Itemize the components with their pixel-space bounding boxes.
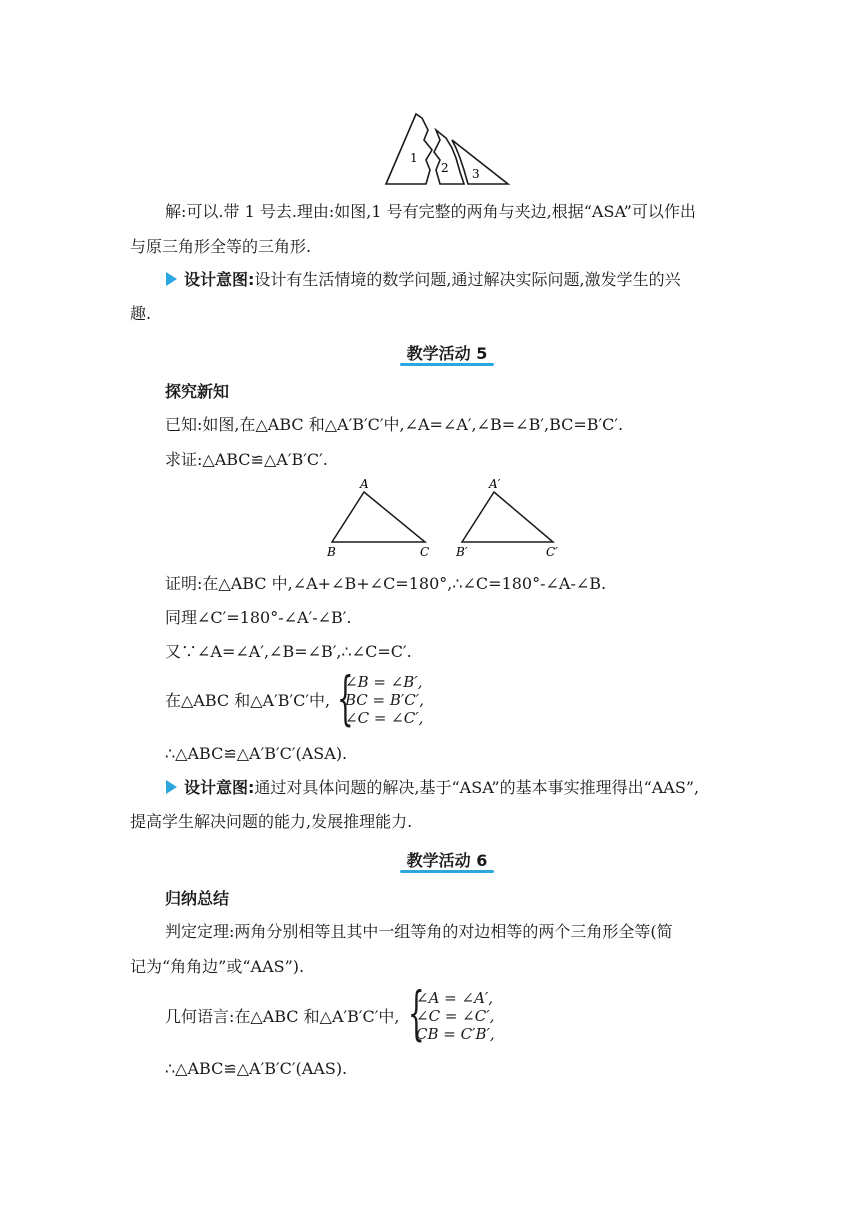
triangle-abc [332, 492, 425, 542]
vertex-label-c-prime: C′ [546, 545, 558, 559]
proof-brace: { [337, 664, 354, 732]
proof-line-3: 又∵∠A=∠A′,∠B=∠B′,∴∠C=C′. [165, 642, 412, 661]
proof-line-1: 证明:在△ABC 中,∠A+∠B+∠C=180°,∴∠C=180°-∠A-∠B. [165, 574, 607, 593]
solution-line-1: 解:可以.带 1 号去.理由:如图,1 号有完整的两角与夹边,根据“ASA”可以作出 [165, 202, 696, 221]
intent-2-text: 通过对具体问题的解决,基于“ASA”的基本事实推理得出“AAS”, [254, 778, 700, 797]
theorem-line-1: 判定定理:两角分别相等且其中一组等角的对边相等的两个三角形全等(简 [165, 922, 673, 941]
vertex-label-c: C [420, 545, 430, 559]
proof-system [345, 673, 424, 727]
theorem-condition-2: ∠C = ∠C′, [416, 1007, 495, 1025]
proof-conclusion: ∴△ABC≌△A′B′C′(ASA). [165, 744, 348, 763]
vertex-label-a-prime: A′ [489, 477, 501, 491]
vertex-label-b: B [327, 545, 336, 559]
activity-6-heading [400, 848, 494, 871]
given-text: 已知:如图,在△ABC 和△A′B′C′中,∠A=∠A′,∠B=∠B′,BC=B′C′. [165, 415, 624, 434]
piece-label-1: 1 [410, 151, 418, 165]
triangle-abc-prime [462, 492, 553, 542]
prove-text: 求证:△ABC≌△A′B′C′. [165, 450, 328, 469]
intent-marker-icon [166, 272, 177, 286]
vertex-label-a: A [360, 477, 369, 491]
activity-6-title: 教学活动 6 [406, 851, 488, 870]
vertex-label-b-prime: B′ [456, 545, 468, 559]
proof-line-2: 同理∠C′=180°-∠A′-∠B′. [165, 608, 352, 627]
activity-5-title: 教学活动 5 [406, 344, 488, 363]
theorem-system [416, 989, 495, 1043]
activity-5-subtitle: 探究新知 [165, 382, 230, 401]
solution-line-2: 与原三角形全等的三角形. [130, 237, 312, 256]
theorem-brace: { [408, 979, 425, 1047]
intent-2-label: 设计意图: [184, 778, 255, 797]
activity-5-heading [400, 341, 494, 364]
proof-line-4: 在△ABC 和△A′B′C′中, [165, 691, 331, 710]
intent-1-line-2: 趣. [130, 304, 152, 323]
theorem-line-3: 几何语言:在△ABC 和△A′B′C′中, [165, 1007, 400, 1026]
piece-label-3: 3 [472, 167, 480, 181]
piece-label-2: 2 [441, 161, 449, 175]
theorem-conclusion: ∴△ABC≌△A′B′C′(AAS). [165, 1059, 348, 1078]
proof-condition-1: ∠B = ∠B′, [345, 673, 423, 691]
intent-1-label: 设计意图: [184, 270, 255, 289]
theorem-line-2: 记为“角角边”或“AAS”). [130, 957, 305, 976]
theorem-condition-3: CB = C′B′, [416, 1025, 495, 1043]
two-triangles-figure [322, 476, 572, 562]
intent-1-line-1 [184, 270, 681, 290]
theorem-condition-1: ∠A = ∠A′, [416, 989, 494, 1007]
proof-condition-3: ∠C = ∠C′, [345, 709, 424, 727]
broken-triangle-figure [380, 108, 512, 190]
intent-2-line-2: 提高学生解决问题的能力,发展推理能力. [130, 812, 413, 831]
intent-1-text: 设计有生活情境的数学问题,通过解决实际问题,激发学生的兴 [254, 270, 681, 289]
intent-marker-icon [166, 780, 177, 794]
activity-6-subtitle: 归纳总结 [165, 889, 230, 908]
intent-2-line-1 [184, 778, 699, 798]
proof-condition-2: BC = B′C′, [345, 691, 424, 709]
